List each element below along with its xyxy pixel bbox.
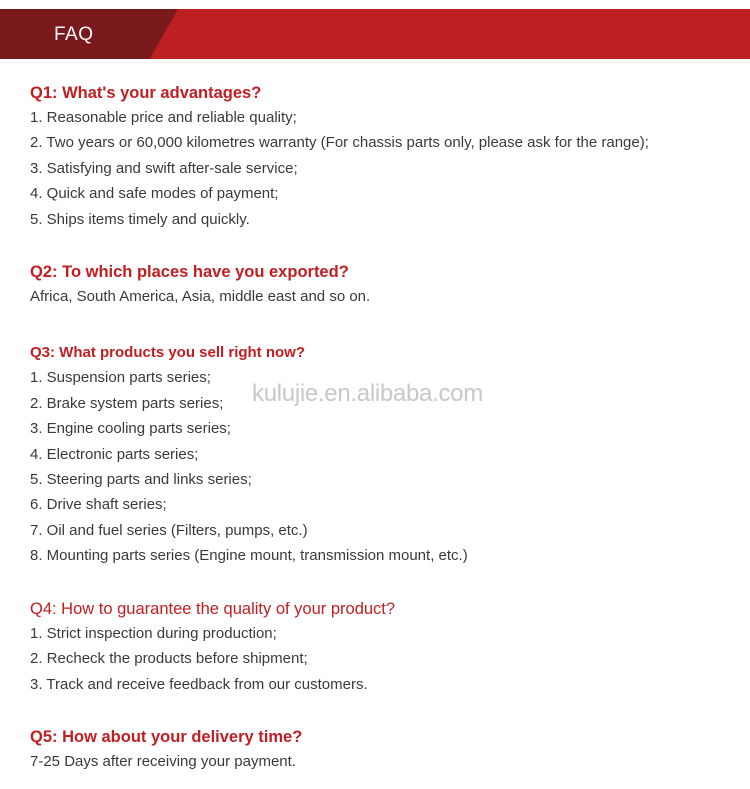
faq-question: Q3: What products you sell right now? xyxy=(30,344,306,362)
faq-answer-line: 3. Satisfying and swift after-sale service; xyxy=(30,159,298,177)
faq-answer-line: 1. Strict inspection during production; xyxy=(30,624,277,642)
faq-content xyxy=(30,81,740,774)
faq-question: Q4: How to guarantee the quality of your product? xyxy=(30,599,396,618)
faq-answer-line: Africa, South America, Asia, middle east and so on. xyxy=(30,288,371,306)
faq-answer-line: 2. Brake system parts series; xyxy=(30,394,224,412)
page-title: FAQ xyxy=(54,24,94,45)
faq-section-q1 xyxy=(30,81,740,232)
watermark-text: kulujie.en.alibaba.com xyxy=(252,380,483,407)
faq-answer-line: 7-25 Days after receiving your payment. xyxy=(30,752,296,770)
section-gap xyxy=(30,232,740,260)
faq-section-q2 xyxy=(30,260,740,309)
faq-answer-line: 6. Drive shaft series; xyxy=(30,496,167,514)
faq-header xyxy=(0,0,750,62)
faq-answer-line: 5. Steering parts and links series; xyxy=(30,471,252,489)
faq-answer-line: 1. Reasonable price and reliable quality; xyxy=(30,109,297,126)
faq-answer-line: 2. Two years or 60,000 kilometres warranty (For chassis parts only, please ask for the range); xyxy=(30,134,649,152)
faq-section-q4 xyxy=(30,597,740,697)
faq-answer-line: 4. Electronic parts series; xyxy=(30,445,199,463)
faq-answer-line: 1. Suspension parts series; xyxy=(30,369,211,387)
faq-section-q3 xyxy=(30,341,740,568)
faq-answer-line: 8. Mounting parts series (Engine mount, transmission mount, etc.) xyxy=(30,547,468,565)
faq-answer-line: 2. Recheck the products before shipment; xyxy=(30,650,308,668)
faq-answer-line: 3. Engine cooling parts series; xyxy=(30,420,231,438)
section-gap xyxy=(30,697,740,725)
header-divider xyxy=(0,62,750,63)
faq-question: Q1: What's your advantages? xyxy=(30,84,262,102)
faq-section-q5 xyxy=(30,725,740,774)
faq-question: Q2: To which places have you exported? xyxy=(30,263,349,282)
section-gap xyxy=(30,569,740,597)
faq-answer-line: 3. Track and receive feedback from our customers. xyxy=(30,675,368,693)
section-gap xyxy=(30,309,740,341)
faq-answer-line: 7. Oil and fuel series (Filters, pumps, etc.) xyxy=(30,521,308,539)
faq-question: Q5: How about your delivery time? xyxy=(30,727,303,746)
faq-answer-line: 4. Quick and safe modes of payment; xyxy=(30,185,279,203)
faq-answer-line: 5. Ships items timely and quickly. xyxy=(30,210,250,228)
